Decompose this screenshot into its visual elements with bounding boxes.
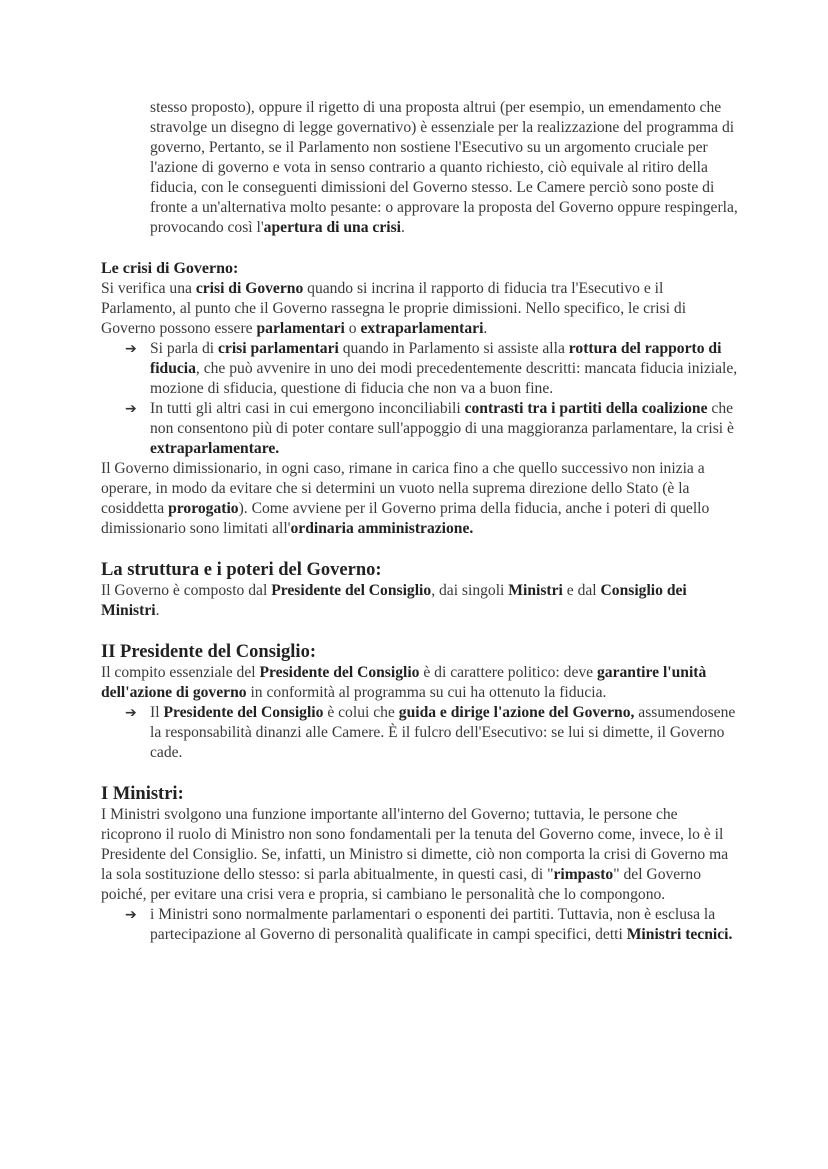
prorogatio-paragraph: Il Governo dimissionario, in ogni caso, rimane in carica fino a che quello successivo non inizia a operare, in modo da evitare che si determini un vuoto nella suprema direzione dello Stato (è la cosiddetta prorogatio). Come avviene per il Governo prima della fiducia, anche i poteri di quello dimissionario sono limitati all'ordinaria amministrazione. [101,460,710,537]
arrow-right-icon: ➔ [125,705,137,721]
arrow-right-icon: ➔ [125,401,137,417]
struttura-paragraph: Il Governo è composto dal Presidente del Consiglio, dai singoli Ministri e dal Consiglio dei Ministri. [101,582,687,619]
emphasis: apertura di una crisi [263,219,401,236]
arrow-right-icon: ➔ [125,907,137,923]
presidente-paragraph: Il compito essenziale del Presidente del Consiglio è di carattere politico: deve garantire l'unità dell'azione di governo in conformità al programma su cui ha ottenuto la fiducia. [101,664,707,701]
document-page [101,98,741,945]
list-item: ➔ In tutti gli altri casi in cui emergono inconciliabili contrasti tra i partiti della coalizione che non consentono più di poter contare sull'appoggio di una maggioranza parlamentare, la crisi è extraparlamentare. [125,400,734,457]
presidente-bullet-list [101,703,741,763]
ministri-bullet-list [101,905,741,945]
crisi-paragraph: Si verifica una crisi di Governo quando si incrina il rapporto di fiducia tra l'Esecutivo e il Parlamento, al punto che il Governo rassegna le proprie dimissioni. Nello specifico, le crisi di Governo possono essere parlamentari o extraparlamentari. [101,280,687,337]
heading-struttura: La struttura e i poteri del Governo: [101,560,382,580]
arrow-right-icon: ➔ [125,341,137,357]
list-item: ➔ Il Presidente del Consiglio è colui che guida e dirige l'azione del Governo, assumendosene la responsabilità dinanzi alle Camere. È il fulcro dell'Esecutivo: se lui si dimette, il Governo cade. [125,704,736,761]
ministri-paragraph: I Ministri svolgono una funzione importante all'interno del Governo; tuttavia, le persone che ricoprono il ruolo di Ministro non sono fondamentali per la tenuta del Governo come, invece, lo è il Presidente del Consiglio. Se, infatti, un Ministro si dimette, ciò non comporta la crisi di Governo ma la sola sostituzione dello stesso: si parla abitualmente, in questi casi, di "rimpasto" del Governo poiché, per evitare una crisi vera e propria, si cambiano le personalità che lo compongono. [101,806,729,903]
list-item: ➔ i Ministri sono normalmente parlamentari o esponenti dei partiti. Tuttavia, non è esclusa la partecipazione al Governo di personalità qualificate in campi specifici, detti Ministri tecnici. [125,906,733,943]
heading-crisi: Le crisi di Governo: [101,260,239,277]
crisi-bullet-list [101,339,741,459]
heading-presidente: II Presidente del Consiglio: [101,642,316,662]
heading-ministri: I Ministri: [101,784,184,804]
intro-paragraph: stesso proposto), oppure il rigetto di una proposta altrui (per esempio, un emendamento che stravolge un disegno di legge governativo) è essenziale per la realizzazione del programma di governo, Pertanto, se il Parlamento non sostiene l'Esecutivo su un argomento cruciale per l'azione di governo e vota in senso contrario a quanto richiesto, ciò equivale al ritiro della fiducia, con le conseguenti dimissioni del Governo stesso. Le Camere perciò sono poste di fronte a un'alternativa molto pesante: o approvare la proposta del Governo oppure respingerla, provocando così l'apertura di una crisi. [150,99,738,236]
list-item: ➔ Si parla di crisi parlamentari quando in Parlamento si assiste alla rottura del rapporto di fiducia, che può avvenire in uno dei modi precedentemente descritti: mancata fiducia iniziale, mozione di sfiducia, questione di fiducia che non va a buon fine. [125,340,738,397]
